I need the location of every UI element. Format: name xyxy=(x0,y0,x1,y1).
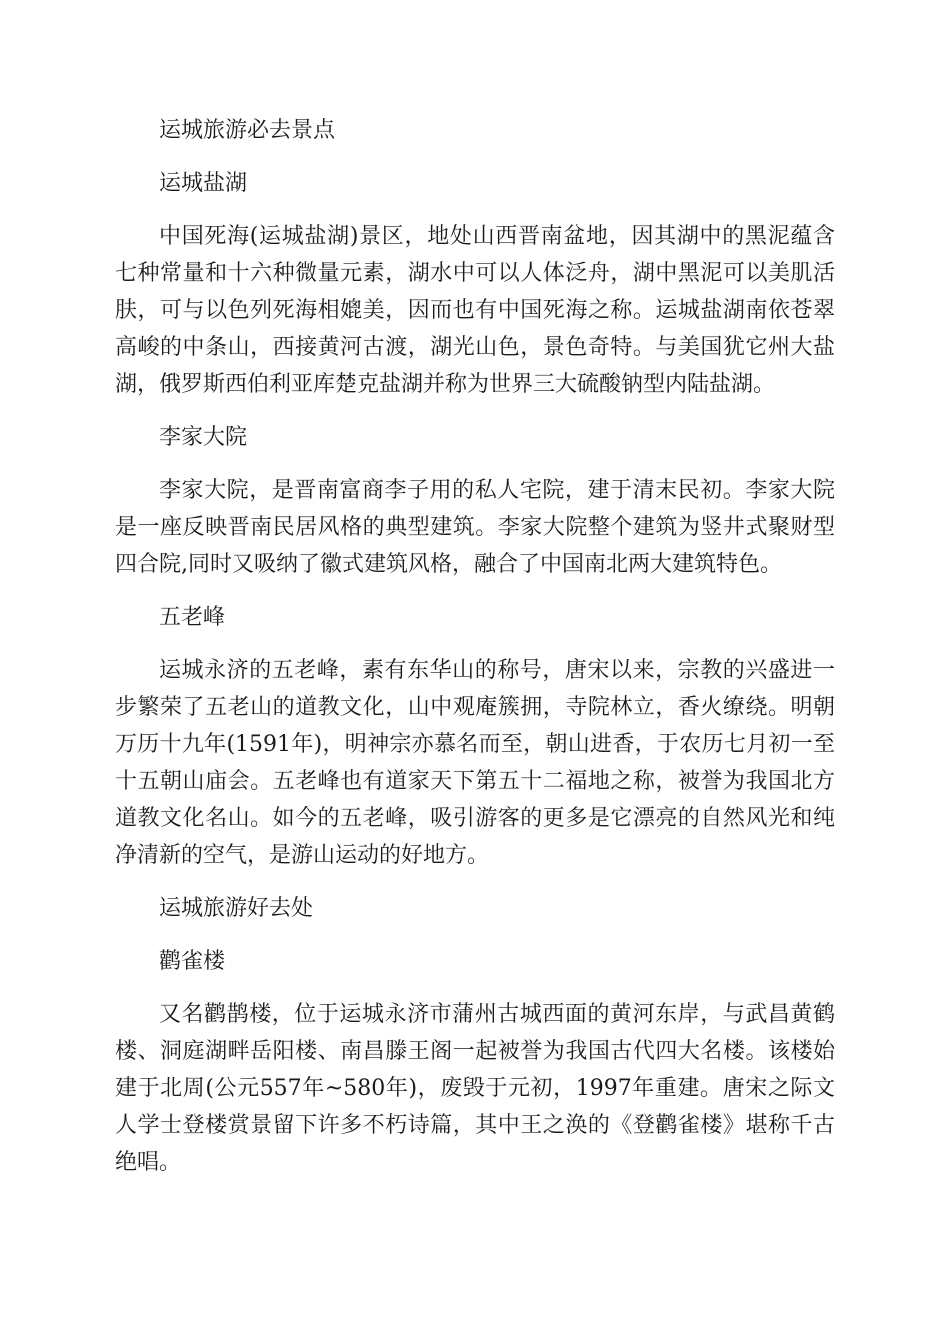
section-heading-yanhu: 运城盐湖 xyxy=(159,171,248,196)
section-heading-wulaofeng: 五老峰 xyxy=(159,605,226,630)
section-body-lijia: 李家大院，是晋南富商李子用的私人宅院，建于清末民初。李家大院是一座反映晋南民居风格的典型建筑。李家大院整个建筑为竖井式聚财型四合院,同时又吸纳了徽式建筑风格，融合了中国南北两大建筑特色。 xyxy=(115,478,835,577)
document-page xyxy=(115,112,835,1197)
section-heading-guanque: 鹳雀楼 xyxy=(159,949,226,974)
section-body-guanque: 又名鹳鹊楼，位于运城永济市蒲州古城西面的黄河东岸，与武昌黄鹤楼、洞庭湖畔岳阳楼、南昌滕王阁一起被誉为我国古代四大名楼。该楼始建于北周(公元557年~580年)，废毁于元初，1997年重建。唐宋之际文人学士登楼赏景留下许多不朽诗篇，其中王之涣的《登鹳雀楼》堪称千古绝唱。 xyxy=(115,1002,835,1175)
section-heading-lijia: 李家大院 xyxy=(159,425,248,450)
document-subtitle: 运城旅游好去处 xyxy=(159,896,314,921)
section-body-yanhu: 中国死海(运城盐湖)景区，地处山西晋南盆地，因其湖中的黑泥蕴含七种常量和十六种微量元素，湖水中可以人体泛舟，湖中黑泥可以美肌活肤，可与以色列死海相媲美，因而也有中国死海之称。运城盐湖南依苍翠高峻的中条山，西接黄河古渡，湖光山色，景色奇特。与美国犹它州大盐湖，俄罗斯西伯利亚库楚克盐湖并称为世界三大硫酸钠型内陆盐湖。 xyxy=(115,224,835,397)
document-title: 运城旅游必去景点 xyxy=(159,118,336,143)
section-body-wulaofeng: 运城永济的五老峰，素有东华山的称号，唐宋以来，宗教的兴盛进一步繁荣了五老山的道教文化，山中观庵簇拥，寺院林立，香火缭绕。明朝万历十九年(1591年)，明神宗亦慕名而至，朝山进香，于农历七月初一至十五朝山庙会。五老峰也有道家天下第五十二福地之称，被誉为我国北方道教文化名山。如今的五老峰，吸引游客的更多是它漂亮的自然风光和纯净清新的空气，是游山运动的好地方。 xyxy=(115,658,835,868)
